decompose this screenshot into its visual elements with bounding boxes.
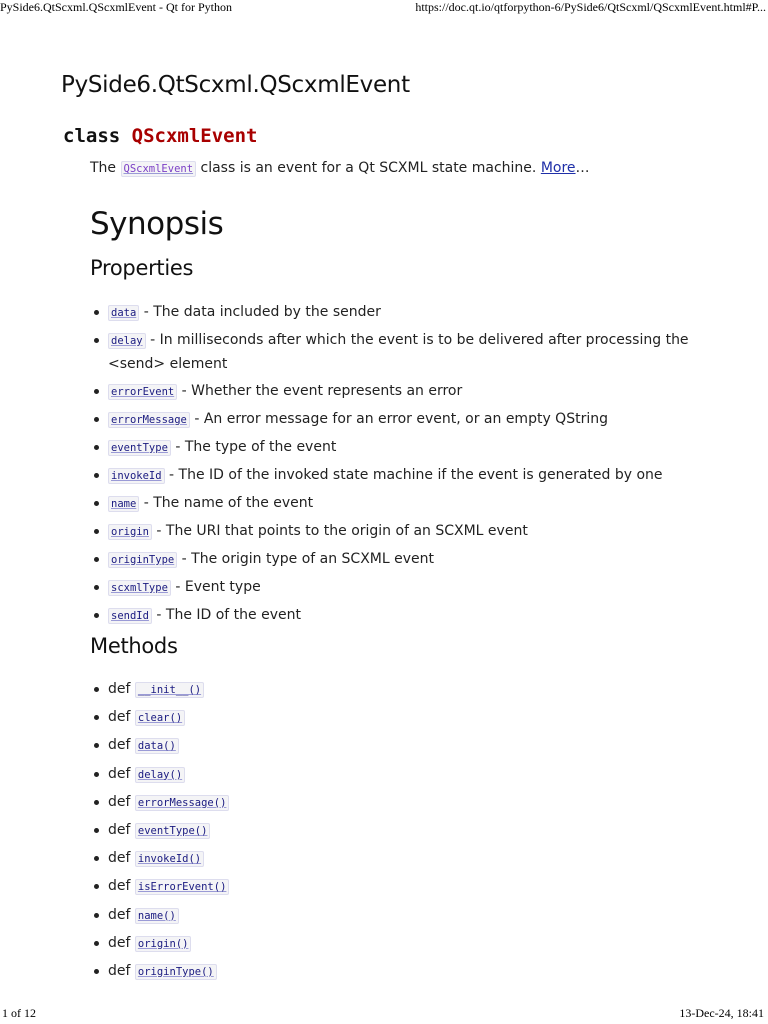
method-link[interactable]: errorMessage()	[135, 795, 230, 811]
def-keyword: def	[108, 850, 131, 867]
method-link[interactable]: data()	[135, 738, 179, 754]
class-keyword: class	[63, 125, 121, 147]
method-link[interactable]: invokeId()	[135, 851, 204, 867]
property-description: - Event type	[175, 579, 261, 595]
methods-heading: Methods	[90, 634, 178, 658]
method-link[interactable]: __init__()	[135, 682, 204, 698]
method-item	[90, 960, 710, 984]
def-keyword: def	[108, 878, 131, 895]
property-description: - The ID of the invoked state machine if the event is generated by one	[169, 467, 663, 483]
property-link[interactable]: delay	[108, 333, 146, 349]
property-description: - The origin type of an SCXML event	[181, 551, 434, 567]
print-header-url: https://doc.qt.io/qtforpython-6/PySide6/QtScxml/QScxmlEvent.html#P...	[415, 0, 766, 14]
property-description: - An error message for an error event, or an empty QString	[194, 411, 608, 427]
property-item	[90, 436, 710, 460]
property-link[interactable]: sendId	[108, 608, 152, 624]
properties-heading: Properties	[90, 256, 194, 280]
method-item	[90, 847, 710, 871]
method-item	[90, 904, 710, 928]
print-footer-page: 1 of 12	[2, 1006, 36, 1020]
property-description: - The name of the event	[143, 495, 314, 511]
intro-class-link[interactable]: QScxmlEvent	[121, 161, 197, 177]
property-link[interactable]: data	[108, 305, 139, 321]
property-item	[90, 576, 710, 600]
property-description: - Whether the event represents an error	[181, 383, 463, 399]
def-keyword: def	[108, 821, 131, 838]
page-title: PySide6.QtScxml.QScxmlEvent	[61, 72, 410, 98]
method-item	[90, 819, 710, 843]
property-item	[90, 548, 710, 572]
methods-list	[90, 678, 710, 988]
def-keyword: def	[108, 962, 131, 979]
property-item	[90, 464, 710, 488]
property-link[interactable]: scxmlType	[108, 580, 171, 596]
method-item	[90, 678, 710, 702]
property-description: - The data included by the sender	[143, 304, 381, 320]
intro-prefix: The	[90, 160, 117, 176]
def-keyword: def	[108, 793, 131, 810]
property-description: - The type of the event	[175, 439, 337, 455]
method-item	[90, 763, 710, 787]
more-link[interactable]: More	[540, 160, 576, 176]
method-item	[90, 734, 710, 758]
property-link[interactable]: invokeId	[108, 468, 165, 484]
property-item	[90, 604, 710, 628]
def-keyword: def	[108, 681, 131, 697]
property-description: - The ID of the event	[156, 607, 301, 623]
synopsis-heading: Synopsis	[90, 206, 224, 242]
method-link[interactable]: isErrorEvent()	[135, 879, 230, 895]
print-header-title: PySide6.QtScxml.QScxmlEvent - Qt for Python	[0, 0, 232, 14]
method-item	[90, 875, 710, 899]
def-keyword: def	[108, 737, 131, 754]
property-item	[90, 380, 710, 404]
intro-text: class is an event for a Qt SCXML state machine.	[200, 160, 537, 176]
print-footer-datetime: 13-Dec-24, 18:41	[679, 1006, 764, 1020]
property-description: - The URI that points to the origin of an SCXML event	[156, 523, 528, 539]
class-declaration	[63, 125, 258, 147]
method-link[interactable]: origin()	[135, 936, 192, 952]
property-description: - In milliseconds after which the event is to be delivered after processing the <send> element	[108, 332, 689, 372]
def-keyword: def	[108, 709, 131, 726]
property-item	[90, 329, 710, 376]
property-item	[90, 520, 710, 544]
property-item	[90, 301, 710, 325]
properties-list	[90, 301, 710, 632]
def-keyword: def	[108, 765, 131, 782]
method-link[interactable]: delay()	[135, 767, 185, 783]
property-link[interactable]: origin	[108, 524, 152, 540]
method-item	[90, 706, 710, 730]
print-header	[0, 0, 768, 20]
class-name: QScxmlEvent	[131, 125, 258, 147]
property-link[interactable]: errorMessage	[108, 412, 190, 428]
property-link[interactable]: name	[108, 496, 139, 512]
print-footer	[0, 1004, 768, 1024]
method-item	[90, 932, 710, 956]
method-link[interactable]: originType()	[135, 964, 217, 980]
def-keyword: def	[108, 906, 131, 923]
property-item	[90, 492, 710, 516]
property-link[interactable]: eventType	[108, 440, 171, 456]
intro-ellipsis: …	[575, 160, 590, 176]
method-link[interactable]: eventType()	[135, 823, 211, 839]
method-item	[90, 791, 710, 815]
class-intro	[90, 160, 590, 176]
property-link[interactable]: originType	[108, 552, 177, 568]
def-keyword: def	[108, 934, 131, 951]
property-link[interactable]: errorEvent	[108, 384, 177, 400]
method-link[interactable]: name()	[135, 908, 179, 924]
method-link[interactable]: clear()	[135, 710, 185, 726]
property-item	[90, 408, 710, 432]
